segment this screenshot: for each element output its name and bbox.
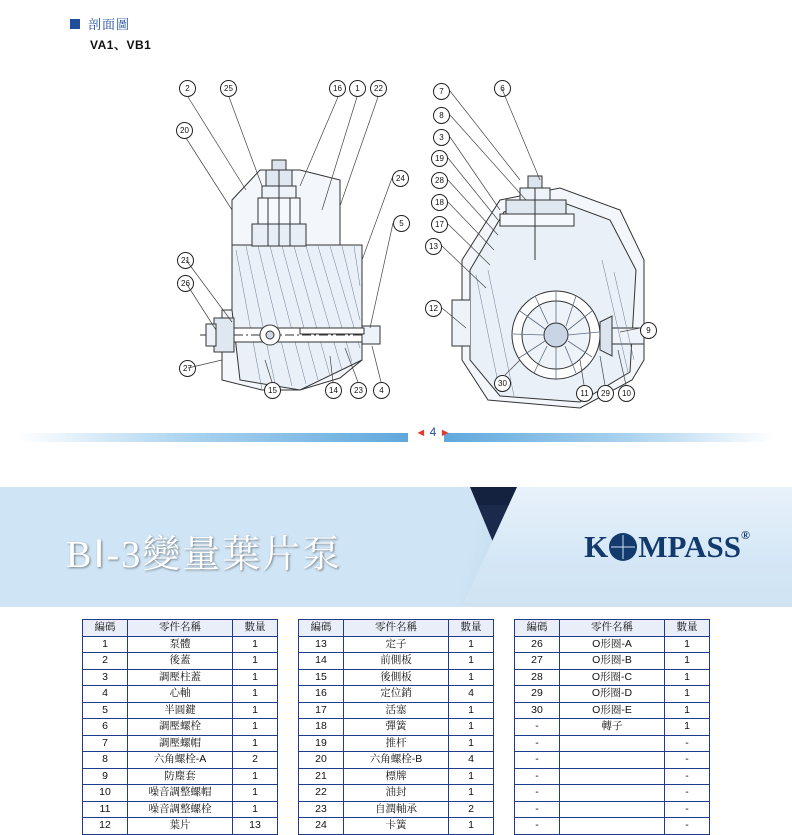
cell-name: 轉子 [560,719,665,736]
cell-name [560,785,665,802]
cell-name: O形圈-E [560,702,665,719]
right-arrow-icon: ► [439,427,451,439]
callout-15: 15 [264,382,281,399]
cell-name: 定位銷 [344,686,449,703]
cell-code: 22 [299,785,344,802]
cell-qty: - [665,801,710,818]
callout-28: 28 [431,172,448,189]
cell-qty: 1 [233,636,278,653]
cell-code: 21 [299,768,344,785]
callout-22: 22 [370,80,387,97]
table-row [515,735,710,752]
table-body-2 [299,636,494,834]
cell-qty: - [665,735,710,752]
table-header-row [83,620,278,637]
callout-26: 26 [177,275,194,292]
table-header-row [515,620,710,637]
cell-code: - [515,818,560,835]
cell-qty: 1 [449,636,494,653]
cell-code: 11 [83,801,128,818]
section-title: 剖面圖 [88,17,131,32]
callout-11: 11 [576,385,593,402]
cell-name [560,735,665,752]
cell-code: 18 [299,719,344,736]
cell-code: - [515,752,560,769]
page-number: 4 [429,425,437,439]
col-name: 零件名稱 [560,620,665,637]
cell-code: 6 [83,719,128,736]
table-row [299,686,494,703]
cell-name: 噪音調整螺栓 [128,801,233,818]
callout-30: 30 [494,375,511,392]
table-row [299,702,494,719]
cell-qty: 1 [449,669,494,686]
callout-13: 13 [425,238,442,255]
cell-code: 30 [515,702,560,719]
table-row [515,636,710,653]
callout-1: 1 [349,80,366,97]
cell-name [560,801,665,818]
bullet-square-icon [70,19,80,29]
product-banner [0,487,792,607]
cell-qty: 2 [233,752,278,769]
table-row [299,752,494,769]
table-row [83,636,278,653]
cell-qty: 1 [449,702,494,719]
col-qty: 數量 [233,620,278,637]
banner-title: BⅠ-3變量葉片泵 [66,534,343,576]
page-number-group [403,425,463,439]
table-row [83,719,278,736]
callout-18: 18 [431,194,448,211]
cell-name [560,752,665,769]
cell-code: 16 [299,686,344,703]
cell-name: O形圈-D [560,686,665,703]
table-row [515,818,710,835]
table-row [299,801,494,818]
cell-name: 調壓螺栓 [128,719,233,736]
parts-table-3 [514,619,710,835]
col-qty: 數量 [665,620,710,637]
cell-code: 24 [299,818,344,835]
callout-7: 7 [433,83,450,100]
table-row [83,801,278,818]
table-row [299,785,494,802]
globe-icon [609,533,637,561]
cell-name: 葉片 [128,818,233,835]
cell-code: 29 [515,686,560,703]
cell-code: 12 [83,818,128,835]
callout-14: 14 [325,382,342,399]
cell-qty: 1 [665,636,710,653]
cell-qty: 1 [233,669,278,686]
parts-list-tables [0,607,792,832]
cell-qty: 1 [665,686,710,703]
table-body-3 [515,636,710,834]
callout-12: 12 [425,300,442,317]
cell-code: 26 [515,636,560,653]
cell-code: 19 [299,735,344,752]
cell-qty: - [665,818,710,835]
cell-qty: 1 [233,801,278,818]
col-code: 編碼 [83,620,128,637]
cell-name [560,818,665,835]
callout-21: 21 [177,252,194,269]
callout-17: 17 [431,216,448,233]
brand-text: MPASS [638,529,742,564]
cell-code: 9 [83,768,128,785]
callout-20: 20 [176,122,193,139]
cell-name: 半圓鍵 [128,702,233,719]
table-row [299,768,494,785]
cell-code: - [515,719,560,736]
cell-qty: 1 [665,719,710,736]
cell-name: O形圈-C [560,669,665,686]
cell-qty: 1 [449,818,494,835]
cell-name: 油封 [344,785,449,802]
cell-qty: 1 [449,719,494,736]
cell-code: 27 [515,653,560,670]
callout-4: 4 [373,382,390,399]
table-row [299,735,494,752]
cell-name: 調壓螺帽 [128,735,233,752]
table-row [83,785,278,802]
col-qty: 數量 [449,620,494,637]
table-row [83,702,278,719]
cell-code: 17 [299,702,344,719]
cell-code: 5 [83,702,128,719]
col-name: 零件名稱 [344,620,449,637]
callout-27: 27 [179,360,196,377]
col-code: 編碼 [515,620,560,637]
col-code: 編碼 [299,620,344,637]
table-row [515,702,710,719]
callout-2: 2 [179,80,196,97]
cell-name: 後側板 [344,669,449,686]
cell-name: O形圈-A [560,636,665,653]
cell-qty: 1 [233,768,278,785]
cell-code: 20 [299,752,344,769]
cell-name: 卡簧 [344,818,449,835]
callout-9: 9 [640,322,657,339]
cell-code: - [515,768,560,785]
cell-name: 標牌 [344,768,449,785]
callout-29: 29 [597,385,614,402]
callout-8: 8 [433,107,450,124]
callout-5: 5 [393,215,410,232]
cell-code: 28 [515,669,560,686]
kompass-logo [584,529,750,565]
footer-gradient-right [444,433,774,442]
cell-name: 六角螺栓-B [344,752,449,769]
cell-qty: 1 [233,719,278,736]
table-row [299,719,494,736]
table-row [515,686,710,703]
cell-name: 泵體 [128,636,233,653]
cell-qty: 1 [449,768,494,785]
table-row [515,801,710,818]
cell-qty: - [665,768,710,785]
cell-name [560,768,665,785]
registered-trademark-icon: ® [741,527,750,542]
cell-name: 前側板 [344,653,449,670]
callout-6: 6 [494,80,511,97]
table-row [83,669,278,686]
callout-3: 3 [433,129,450,146]
footer-gradient-left [18,433,408,442]
table-row [299,653,494,670]
cell-name: 自潤軸承 [344,801,449,818]
cell-code: 1 [83,636,128,653]
cell-qty: 1 [449,653,494,670]
callout-16: 16 [329,80,346,97]
table-row [515,768,710,785]
section-header [70,14,130,33]
table-row [515,752,710,769]
cell-qty: 1 [665,702,710,719]
cell-name: 心軸 [128,686,233,703]
table-row [515,785,710,802]
cell-code: 23 [299,801,344,818]
table-body-1 [83,636,278,834]
cell-qty: 1 [233,686,278,703]
callout-23: 23 [350,382,367,399]
callout-10: 10 [618,385,635,402]
table-row [515,669,710,686]
brand-letter-k: K [584,529,609,564]
cell-qty: 4 [449,752,494,769]
cell-name: 定子 [344,636,449,653]
cell-qty: 1 [233,785,278,802]
table-row [83,653,278,670]
cell-code: - [515,801,560,818]
table-row [299,669,494,686]
cell-qty: 13 [233,818,278,835]
cell-qty: 1 [233,735,278,752]
model-subtitle: VA1、VB1 [90,38,152,52]
cell-code: - [515,785,560,802]
cell-code: 15 [299,669,344,686]
cell-qty: 1 [233,653,278,670]
cell-name: 彈簧 [344,719,449,736]
table-row [83,818,278,835]
cell-name: 噪音調整螺帽 [128,785,233,802]
table-row [299,818,494,835]
left-arrow-icon: ◄ [415,427,427,439]
cell-name: 調壓柱蓋 [128,669,233,686]
table-row [299,636,494,653]
cell-qty: 1 [665,653,710,670]
callout-25: 25 [220,80,237,97]
cell-qty: 1 [233,702,278,719]
cell-name: 後蓋 [128,653,233,670]
cell-qty: 1 [449,785,494,802]
cell-qty: 4 [449,686,494,703]
table-row [83,752,278,769]
cell-name: 防塵套 [128,768,233,785]
cell-qty: - [665,752,710,769]
table-header-row [299,620,494,637]
callout-24: 24 [392,170,409,187]
page-footer-rule [18,425,774,447]
cell-code: 3 [83,669,128,686]
cell-code: - [515,735,560,752]
cell-qty: 1 [665,669,710,686]
table-row [515,719,710,736]
cell-name: O形圈-B [560,653,665,670]
table-row [83,735,278,752]
cell-name: 推杆 [344,735,449,752]
parts-table-2 [298,619,494,835]
cell-code: 14 [299,653,344,670]
table-row [83,686,278,703]
cell-code: 4 [83,686,128,703]
cell-name: 活塞 [344,702,449,719]
table-row [83,768,278,785]
cell-name: 六角螺栓-A [128,752,233,769]
technical-drawing [0,60,792,410]
cell-qty: - [665,785,710,802]
cell-code: 10 [83,785,128,802]
pump-cross-section-svg [0,60,792,410]
cell-code: 2 [83,653,128,670]
table-row [515,653,710,670]
cell-code: 7 [83,735,128,752]
cell-code: 8 [83,752,128,769]
cell-code: 13 [299,636,344,653]
parts-table-1 [82,619,278,835]
col-name: 零件名稱 [128,620,233,637]
callout-19: 19 [431,150,448,167]
cell-qty: 1 [449,735,494,752]
cell-qty: 2 [449,801,494,818]
